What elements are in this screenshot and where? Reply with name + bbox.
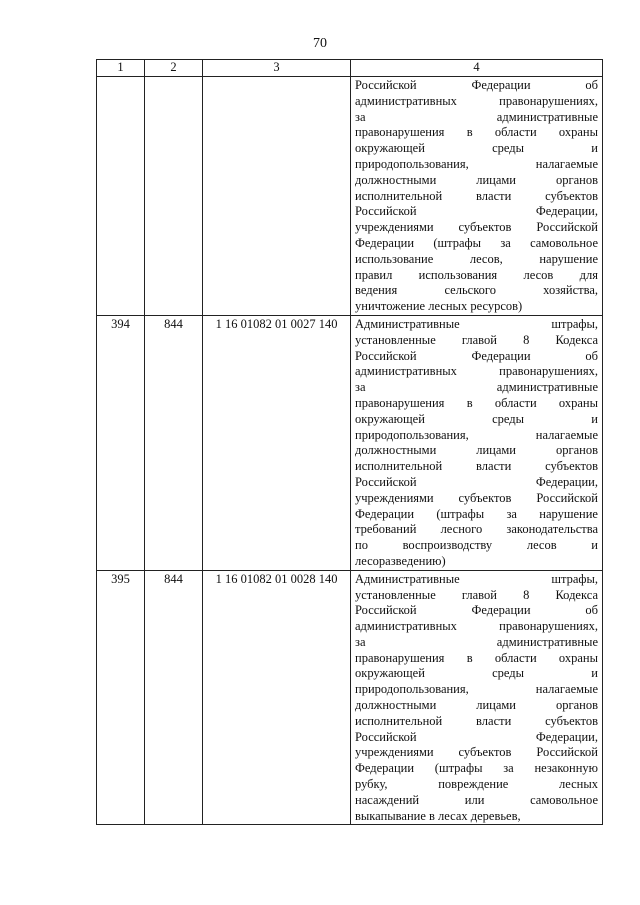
description-line: природопользования, налагаемые (355, 682, 598, 697)
table-row (97, 570, 603, 825)
description-line: Федерации (штрафы за незаконную (355, 761, 598, 776)
header-col-1: 1 (97, 60, 145, 77)
description-line: использование лесов, нарушение (355, 251, 598, 266)
description-line: должностными лицами органов (355, 443, 598, 458)
budget-code: 1 16 01082 01 0028 140 (203, 570, 351, 825)
table-row (97, 315, 603, 570)
description-line: Федерации (штрафы за самовольное (355, 235, 598, 250)
description-line: требований лесного законодательства (355, 522, 598, 537)
description (351, 570, 603, 825)
description-line: рубку, повреждение лесных (355, 777, 598, 792)
description-line: окружающей среды и (355, 411, 598, 426)
description-line: Российской Федерации, (355, 474, 598, 489)
description-line: административных правонарушениях, (355, 364, 598, 379)
description-line: Российской Федерации, (355, 204, 598, 219)
description-line: правонарушения в области охраны (355, 125, 598, 140)
admin-code: 844 (145, 315, 203, 570)
admin-code: 844 (145, 570, 203, 825)
description-line: административных правонарушениях, (355, 93, 598, 108)
description-line: Российской Федерации об (355, 603, 598, 618)
description-line: Российской Федерации об (355, 348, 598, 363)
description-line: природопользования, налагаемые (355, 156, 598, 171)
row-number: 394 (97, 315, 145, 570)
description-line: установленные главой 8 Кодекса (355, 332, 598, 347)
row-number: 395 (97, 570, 145, 825)
header-col-4: 4 (351, 60, 603, 77)
description-line: ведения сельского хозяйства, (355, 283, 598, 298)
header-col-3: 3 (203, 60, 351, 77)
description-line: Российской Федерации об (355, 78, 598, 92)
description-line: исполнительной власти субъектов (355, 188, 598, 203)
description-line: окружающей среды и (355, 666, 598, 681)
description-line: учреждениями субъектов Российской (355, 745, 598, 760)
description-line: выкапывание в лесах деревьев, (355, 808, 521, 823)
document-table (96, 59, 603, 825)
description-line: правил использования лесов для (355, 267, 598, 282)
description-line: правонарушения в области охраны (355, 395, 598, 410)
description-line: уничтожение лесных ресурсов) (355, 299, 523, 314)
description-line: за административные (355, 380, 598, 395)
description-line: должностными лицами органов (355, 172, 598, 187)
description-line: должностными лицами органов (355, 698, 598, 713)
description-line: насаждений или самовольное (355, 792, 598, 807)
table-row (97, 77, 603, 316)
description-line: Российской Федерации, (355, 729, 598, 744)
row-number (97, 77, 145, 316)
description-line: по воспроизводству лесов и (355, 538, 598, 553)
description-line: исполнительной власти субъектов (355, 459, 598, 474)
header-col-2: 2 (145, 60, 203, 77)
description-line: исполнительной власти субъектов (355, 713, 598, 728)
description (351, 77, 603, 316)
description-line: учреждениями субъектов Российской (355, 220, 598, 235)
description-line: Административные штрафы, (355, 571, 598, 586)
description-line: административных правонарушениях, (355, 619, 598, 634)
description-line: лесоразведению) (355, 553, 446, 568)
description-line: окружающей среды и (355, 141, 598, 156)
description-line: Административные штрафы, (355, 316, 598, 331)
page-number: 70 (313, 36, 327, 51)
description (351, 315, 603, 570)
description-line: природопользования, налагаемые (355, 427, 598, 442)
description-line: установленные главой 8 Кодекса (355, 587, 598, 602)
table-header-row (97, 60, 603, 77)
budget-code: 1 16 01082 01 0027 140 (203, 315, 351, 570)
description-line: за административные (355, 109, 598, 124)
description-line: за административные (355, 634, 598, 649)
description-line: учреждениями субъектов Российской (355, 490, 598, 505)
description-line: правонарушения в области охраны (355, 650, 598, 665)
budget-code (203, 77, 351, 316)
admin-code (145, 77, 203, 316)
description-line: Федерации (штрафы за нарушение (355, 506, 598, 521)
